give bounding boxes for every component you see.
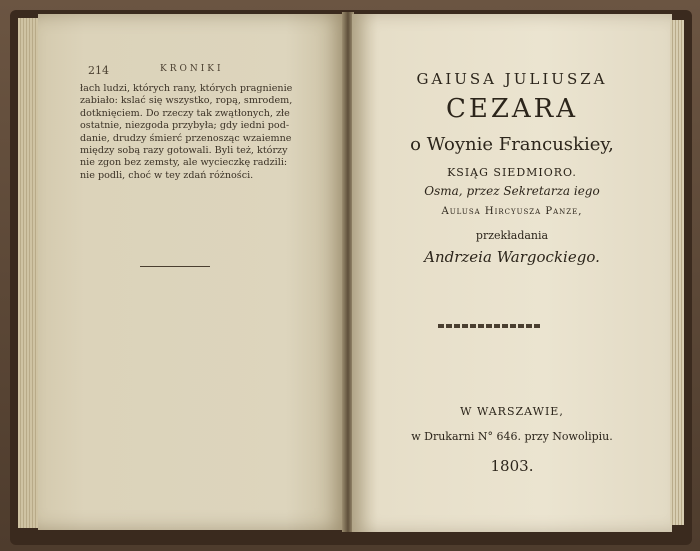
text-line: dotknięciem. Do rzeczy tak zwątłonych, złe (80, 107, 290, 119)
title-author-surname: CEZARA (445, 94, 579, 124)
text-line: danie, drudzy śmierć przenosząc wzaiemne (80, 132, 292, 144)
text-line: zabiało: kslać się wszystko, ropą, smrodem, (80, 95, 293, 107)
end-rule (140, 266, 210, 267)
title-translator: Andrzeia Wargockiego. (424, 248, 600, 266)
imprint-place: W WARSZAWIE, (460, 405, 564, 418)
text-line: łach ludzi, których rany, których pragnienie (80, 83, 293, 94)
imprint-printer: w Drukarni N° 646. przy Nowolipiu. (411, 430, 613, 443)
title-author-name: GAIUSA JULIUSZA (416, 70, 608, 88)
title-books: KSIĄG SIEDMIORO. (447, 166, 577, 179)
text-line: ostatnie, niezgoda przybyła; gdy iedni pod- (80, 120, 290, 132)
text-line: między sobą razy gotowali. Byli też, którzy (80, 145, 288, 157)
right-page-edges (670, 20, 684, 525)
title-subject: o Woynie Francuskiey, (410, 134, 614, 155)
text-line: nie zgon bez zemsty, ale wycieczkę radzili: (80, 157, 288, 169)
title-hirtius: Aulusa Hircyusza Panze, (441, 206, 583, 217)
ornament-rule (438, 324, 542, 328)
right-page (352, 14, 672, 532)
left-page-edges (18, 18, 40, 528)
left-page-text (80, 83, 320, 182)
text-line: nie podli, choć w tey zdań różności. (80, 169, 254, 181)
title-eighth: Osma, przez Sekretarza iego (424, 184, 600, 198)
imprint-year: 1803. (490, 457, 534, 475)
page-number: 214 (88, 64, 109, 77)
title-translation: przekładania (475, 229, 549, 242)
running-title: KRONIKI (160, 64, 224, 74)
